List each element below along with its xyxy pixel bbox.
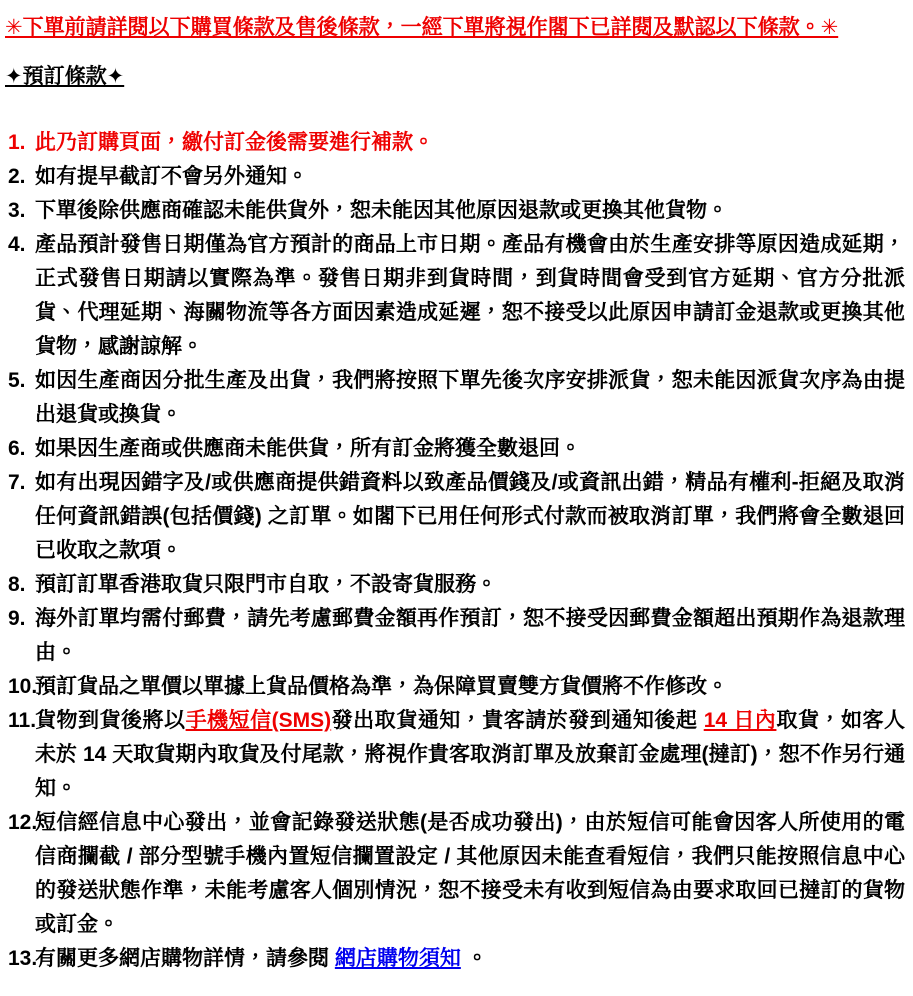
term-number: 7. xyxy=(8,471,26,494)
term-number: 11. xyxy=(8,709,37,732)
term-number: 5. xyxy=(8,369,26,392)
term-number: 8. xyxy=(8,573,26,596)
store-shopping-guide-link[interactable]: 網店購物須知 xyxy=(334,947,461,970)
term-text: 短信經信息中心發出，並會記錄發送狀態(是否成功發出)，由於短信可能會因客人所使用的電信商攔截 / 部分型號手機內置短信攔置設定 / 其他原因未能查看短信，我們只能按照信息中心的發送狀態作準，未能考慮客人個別情況，恕不接受未有收到短信為由要求取回已撻訂的貨物或訂金。 xyxy=(35,811,905,936)
term-text: 如有出現因錯字及/或供應商提供錯資料以致產品價錢及/或資訊出錯，精品有權利-拒絕及取消任何資訊錯誤(包括價錢) 之訂單。如閣下已用任何形式付款而被取消訂單，我們將會全數退回已收取之款項。 xyxy=(35,471,905,562)
term-item-6 xyxy=(5,432,905,466)
term-item-5 xyxy=(5,364,905,432)
term-number: 6. xyxy=(8,437,26,460)
term-text: 。 xyxy=(460,947,488,970)
term-number: 2. xyxy=(8,165,26,188)
term-number: 10. xyxy=(8,675,38,698)
term-number: 1. xyxy=(8,131,26,154)
term-text: 如果因生產商或供應商未能供貨，所有訂金將獲全數退回。 xyxy=(35,437,581,460)
section-title: ✦預訂條款✦ xyxy=(5,65,125,88)
term-item-7 xyxy=(5,466,905,568)
term-text: 如有提早截訂不會另外通知。 xyxy=(35,165,308,188)
term-text: 有關更多網店購物詳情，請參閱 xyxy=(35,947,335,970)
term-item-8 xyxy=(5,568,905,602)
top-notice: ✳下單前請詳閱以下購買條款及售後條款，一經下單將視作閣下已詳閱及默認以下條款。✳ xyxy=(5,16,839,39)
term-item-3 xyxy=(5,194,905,228)
term-item-1 xyxy=(5,126,905,160)
term-item-10 xyxy=(5,670,905,704)
highlighted-red-text: 14 日內 xyxy=(703,709,777,732)
term-number: 12. xyxy=(8,811,38,834)
term-item-9 xyxy=(5,602,905,670)
highlighted-red-text: 手機短信(SMS) xyxy=(185,709,332,732)
term-text: 貨物到貨後將以 xyxy=(35,709,186,732)
terms-list xyxy=(5,126,905,976)
term-text: 發出取貨通知，貴客請於發到通知後起 xyxy=(331,709,704,732)
term-number: 9. xyxy=(8,607,26,630)
term-text: 此乃訂購頁面，繳付訂金後需要進行補款。 xyxy=(35,131,434,154)
term-text: 預訂貨品之單價以單據上貨品價格為準，為保障買賣雙方貨價將不作修改。 xyxy=(35,675,728,698)
term-item-2 xyxy=(5,160,905,194)
term-text: 下單後除供應商確認未能供貨外，恕未能因其他原因退款或更換其他貨物。 xyxy=(35,199,728,222)
term-item-13 xyxy=(5,942,905,976)
term-item-4 xyxy=(5,228,905,364)
term-item-12 xyxy=(5,806,905,942)
section-title-row xyxy=(5,60,905,110)
term-text: 取貨，如客人未於 14 天取貨期內取貨及付尾款，將視作貴客取消訂單及放棄訂金處理(撻訂)，恕不作另行通知。 xyxy=(35,709,905,800)
term-number: 13. xyxy=(8,947,38,970)
term-text: 產品預計發售日期僅為官方預計的商品上市日期。產品有機會由於生產安排等原因造成延期，正式發售日期請以實際為準。發售日期非到貨時間，到貨時間會受到官方延期、官方分批派貨、代理延期、海關物流等各方面因素造成延遲，恕不接受以此原因申請訂金退款或更換其他貨物，感謝諒解。 xyxy=(35,233,905,358)
term-text: 如因生產商因分批生產及出貨，我們將按照下單先後次序安排派貨，恕未能因派貨次序為由提出退貨或換貨。 xyxy=(35,369,905,426)
term-number: 3. xyxy=(8,199,26,222)
term-text: 預訂訂單香港取貨只限門市自取，不設寄貨服務。 xyxy=(35,573,497,596)
term-text: 海外訂單均需付郵費，請先考慮郵費金額再作預訂，恕不接受因郵費金額超出預期作為退款理由。 xyxy=(35,607,905,664)
term-item-11 xyxy=(5,704,905,806)
term-number: 4. xyxy=(8,233,26,256)
